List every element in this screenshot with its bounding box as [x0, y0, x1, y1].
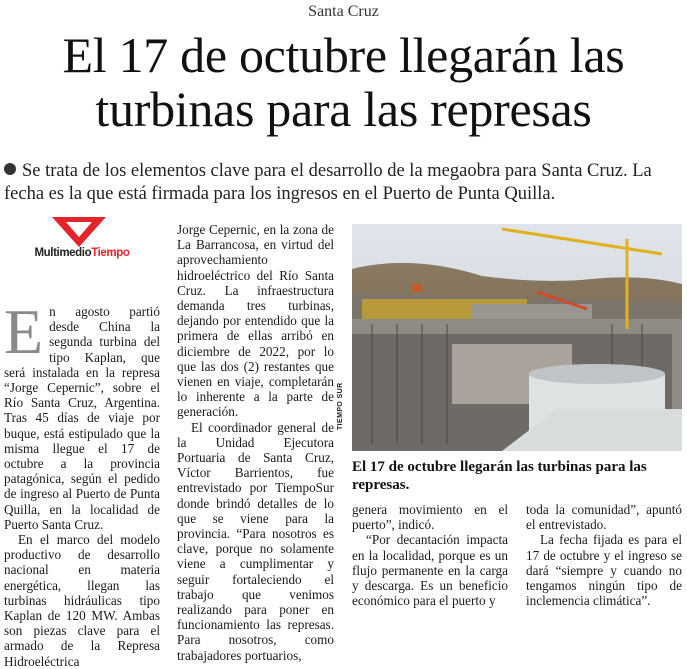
photo-image: [352, 224, 682, 451]
drop-cap: E: [4, 296, 44, 367]
photo-credit: TIEMPO SUR: [337, 382, 344, 430]
section-label: Santa Cruz: [308, 3, 379, 20]
column-4: [526, 502, 682, 608]
headline-line-2: turbinas para las represas: [95, 81, 592, 137]
lead-text: Se trata de los elementos clave para el desarrollo de la megaobra para Santa Cruz. La fecha es la que está firmada para los ingresos en el Puerto de Punta Quilla.: [4, 161, 652, 204]
photo-caption: El 17 de octubre llegarán las turbinas para las represas.: [352, 459, 647, 493]
column-3: [352, 502, 508, 608]
bullet-icon: [4, 163, 16, 175]
dam-construction-photo: [352, 224, 682, 451]
column-3-paragraph-2: “Por decantación impacta en la localidad, porque es un flujo permanente en la carga y descarga. Es un beneficio económico para el puerto y: [352, 532, 508, 609]
column-2-paragraph-2: El coordinador general de la Unidad Ejecutora Portuaria de Santa Cruz, Víctor Barrientos, fue entrevistado por TiempoSur donde brindó detalles de lo que se viene para la provincia. “Para nosotros es clave, porque no solamente viene a cumplimentar y seguir fortaleciendo el trabajo que venimos realizando para poner en funcionamiento las represas. Para nosotros, como trabajadores portuarios,: [177, 419, 334, 663]
column-1-paragraph-1: En agosto partió desde China la segunda turbina del tipo Kaplan, que será instalada en la represa “Jorge Cepernic”, sobre el Río Santa Cruz, Argentina. Tras 45 días de viaje por buque, está estipulado que la misma llegue el 17 de octubre a la provincia patagónica, según el pedido de ingreso al Puerto de Punta Quilla, en la localidad de Puerto Santa Cruz.: [4, 296, 160, 532]
multimedio-tiempo-logo: [28, 213, 136, 275]
column-1-paragraph-2: En el marco del modelo productivo de desarrollo nacional en materia energética, llegan las turbinas hidráulicas tipo Kaplan de 120 MW. Ambas son piezas clave para el armado de la Represa Hidroeléctrica: [4, 532, 160, 669]
column-1: [4, 296, 160, 669]
column-3-paragraph-1: genera movimiento en el puerto”, indicó.: [352, 502, 508, 533]
logo-wordmark: MultimedioTiempo: [34, 247, 130, 259]
headline-line-1: El 17 de octubre llegarán las: [62, 27, 625, 83]
heart-logo-icon: [48, 213, 110, 249]
column-4-paragraph-1: toda la comunidad”, apuntó el entrevistado.: [526, 502, 682, 533]
column-2: [177, 222, 334, 663]
lead-paragraph: [4, 160, 684, 206]
column-4-paragraph-2: La fecha fijada es para el 17 de octubre y el ingreso se dará “siempre y cuando no tengamos ningún tipo de inclemencia climática”.: [526, 532, 682, 609]
column-2-paragraph-1: Jorge Cepernic, en la zona de La Barrancosa, en virtud del aprovechamiento hidroeléctrico del Río Santa Cruz. La infraestructura demanda tres turbinas, dejando por entendido que la primera de ellas arribó en diciembre de 2022, por lo que las dos (2) restantes que vienen en viaje, completarán lo inherente a la parte de generación.: [177, 222, 334, 420]
headline: [0, 28, 687, 136]
